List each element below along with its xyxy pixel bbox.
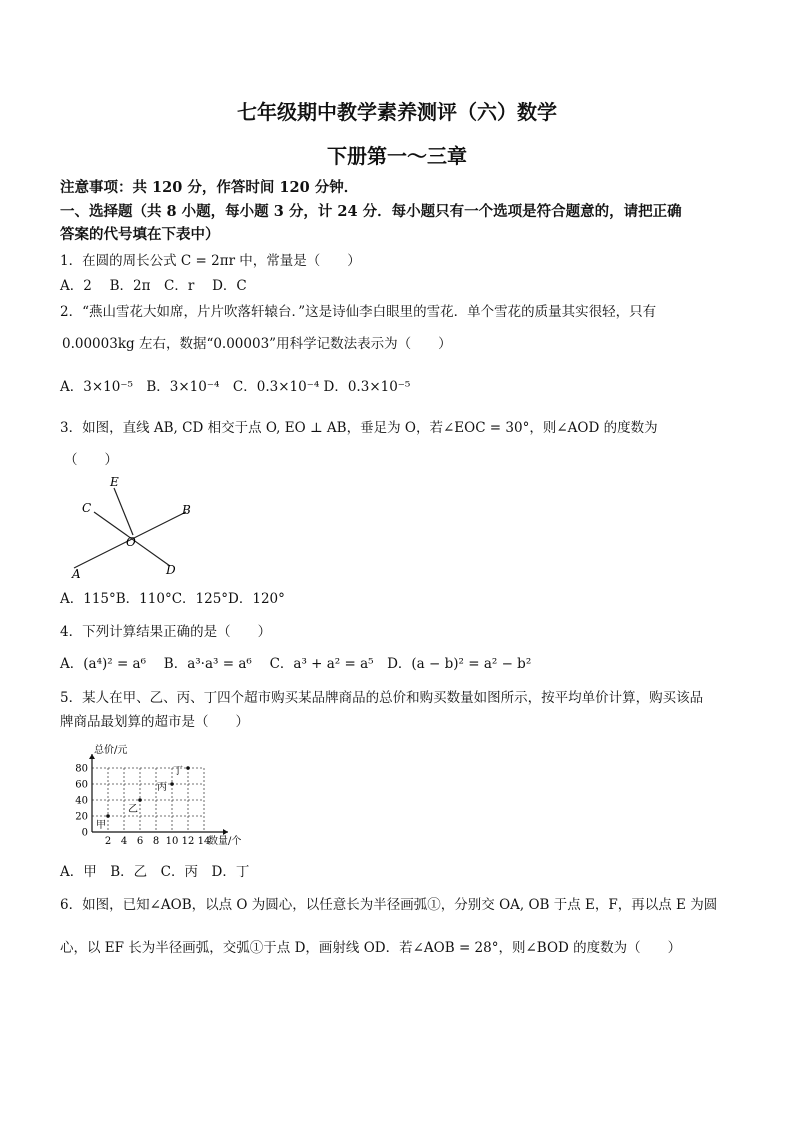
chart-grid: [92, 768, 204, 832]
chart-marks: [96, 765, 190, 831]
section-heading-line2: 答案的代号填在下表中）: [60, 226, 220, 243]
x-axis-label: 数量/个: [208, 836, 242, 847]
label-a: A: [72, 567, 81, 578]
point-label: 丁: [173, 766, 183, 777]
data-point: [106, 814, 110, 818]
x-tick-label: 6: [136, 836, 144, 847]
point-label: 丙: [157, 782, 167, 793]
x-tick-label: 8: [152, 836, 160, 847]
question-5-line1: 5．某人在甲、乙、丙、丁四个超市购买某品牌商品的总价和购买数量如图所示，按平均单价计算，购买该品: [60, 690, 704, 706]
y-tick-label: 40: [75, 795, 88, 807]
y-tick-label: 80: [75, 763, 88, 775]
page-title: 七年级期中教学素养测评（六）数学: [237, 100, 557, 124]
question-3-line2: （ ）: [64, 452, 118, 468]
question-1-stem: 1．在圆的周长公式 C = 2πr 中，常量是（ ）: [60, 253, 361, 269]
label-o: O: [126, 535, 136, 549]
chart-ticks: [75, 764, 210, 848]
question-3-options: A．115°B．110°C．125°D．120°: [60, 591, 285, 607]
section-heading-line1: 一、选择题（共 8 小题，每小题 3 分，计 24 分．每小题只有一个选项是符合题意的，请把正确: [60, 203, 682, 220]
question-3-line1: 3．如图，直线 AB, CD 相交于点 O, EO ⊥ AB，垂足为 O，若∠EOC = 30°，则∠AOD 的度数为: [60, 420, 658, 436]
x-axis-arrow: [223, 829, 228, 835]
y-tick-label: 60: [75, 779, 88, 791]
question-6-line1: 6．如图，已知∠AOB，以点 O 为圆心，以任意长为半径画弧①，分别交 OA, OB 于点 E，F，再以点 E 为圆: [60, 897, 718, 913]
price-quantity-chart: [60, 742, 270, 854]
question-2-line2: 0.00003kg 左右，数据“0.00003”用科学记数法表示为（ ）: [62, 336, 452, 352]
label-e: E: [110, 475, 119, 489]
question-5-line2: 牌商品最划算的超市是（ ）: [60, 714, 249, 730]
label-d: D: [166, 563, 176, 577]
y-tick-label: 0: [81, 827, 88, 839]
x-tick-label: 4: [120, 836, 128, 847]
question-4-options: A．(a⁴)² = a⁶ B．a³·a³ = a⁶ C．a³ + a² = a⁵ D．(a − b)² = a² − b²: [60, 656, 532, 672]
x-tick-label: 10: [165, 836, 179, 847]
intersecting-lines-figure: [62, 474, 202, 578]
data-point: [170, 782, 174, 786]
x-tick-label: 14: [197, 836, 211, 847]
question-1-options: A．2 B．2π C．r D．C: [60, 278, 247, 294]
question-6-line2: 心，以 EF 长为半径画弧，交弧①于点 D，画射线 OD．若∠AOB = 28°，则∠BOD 的度数为（ ）: [60, 940, 682, 956]
question-2-line1: 2．“燕山雪花大如席，片片吹落轩辕台．”这是诗仙李白眼里的雪花．单个雪花的质量其实很轻，只有: [60, 304, 657, 320]
x-tick-label: 2: [104, 836, 112, 847]
page-subtitle: 下册第一～三章: [327, 144, 467, 168]
question-4-stem: 4．下列计算结果正确的是（ ）: [60, 624, 272, 640]
data-point: [186, 766, 190, 770]
data-point: [138, 798, 142, 802]
chart-axes: [89, 754, 228, 835]
x-tick-label: 12: [181, 836, 195, 847]
y-tick-label: 20: [75, 811, 88, 823]
point-label: 甲: [96, 820, 106, 831]
label-c: C: [82, 501, 92, 515]
notice: 注意事项：共 120 分，作答时间 120 分钟．: [60, 179, 359, 196]
point-label: 乙: [128, 804, 138, 815]
y-axis-label: 总价/元: [94, 745, 128, 756]
question-5-options: A．甲 B．乙 C．丙 D．丁: [60, 864, 250, 880]
label-b: B: [182, 503, 191, 517]
question-2-options: A．3×10⁻⁵ B．3×10⁻⁴ C．0.3×10⁻⁴ D．0.3×10⁻⁵: [60, 379, 411, 395]
